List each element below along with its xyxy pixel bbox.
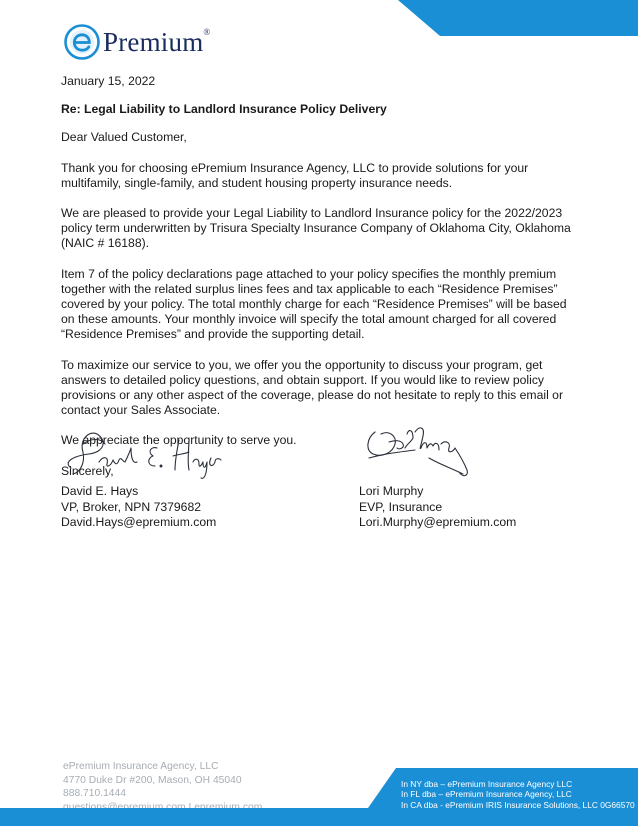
letter-salutation: Dear Valued Customer, [61, 130, 187, 145]
signature-block-murphy [359, 418, 619, 531]
epremium-logo [63, 20, 210, 64]
letter-paragraph: We are pleased to provide your Legal Liability to Landlord Insurance policy for the 2022/2023 policy term underwritten by Trisura Specialty Insurance Company of Oklahoma City, Oklahoma (NAIC # 16188). [61, 206, 571, 251]
signatory-name: Lori Murphy [359, 484, 424, 498]
header-corner-band [398, 0, 638, 36]
footer-dba-line: In CA dba - ePremium IRIS Insurance Solutions, LLC 0G66570 [401, 799, 635, 810]
footer-web[interactable]: questions@epremium.com I epremium.com [63, 801, 263, 813]
letter-paragraph: Item 7 of the policy declarations page attached to your policy specifies the monthly premium together with the related surplus lines fees and tax applicable to each “Residence Premises” covered by your policy. The total monthly charge for each “Residence Premises” will be based on these amounts. Your monthly invoice will specify the total amount charged for all covered “Residence Premises” and provide the supporting detail. [61, 266, 567, 342]
footer-address: 4770 Duke Dr #200, Mason, OH 45040 [63, 774, 242, 786]
letter-closing: Sincerely, [61, 463, 114, 478]
letter-subject: Re: Legal Liability to Landlord Insurance Policy Delivery [61, 102, 387, 117]
footer-dba [401, 779, 635, 810]
letter-paragraph: To maximize our service to you, we offer you the opportunity to discuss your program, get answers to detailed policy questions, and obtain support. If you would like to review policy provisions or any other aspect of the coverage, please do not hesitate to reply to this email or contact your Sales Associate. [61, 357, 564, 418]
signature-image [61, 418, 321, 484]
signature-block-hays [61, 418, 321, 531]
signatory-email[interactable]: Lori.Murphy@epremium.com [359, 515, 517, 529]
signatory-email[interactable]: David.Hays@epremium.com [61, 515, 217, 529]
signature-image [359, 418, 619, 484]
signatory-name: David E. Hays [61, 484, 139, 498]
footer-phone: 888.710.1444 [63, 788, 126, 800]
signatory-title: EVP, Insurance [359, 499, 443, 514]
footer-dba-line: In NY dba – ePremium Insurance Agency LLC [401, 779, 573, 789]
handwritten-signature-icon [359, 418, 489, 484]
footer-contact [63, 760, 262, 814]
letter-paragraph: We appreciate the opportunity to serve you. [61, 433, 297, 448]
epremium-e-icon [63, 23, 101, 61]
letter-date: January 15, 2022 [61, 74, 156, 88]
footer-dba-line: In FL dba – ePremium Insurance Agency, LLC [401, 789, 572, 800]
signatory-title: VP, Broker, NPN 7379682 [61, 499, 202, 514]
letter-paragraph: Thank you for choosing ePremium Insurance Agency, LLC to provide solutions for your multifamily, single-family, and student housing property insurance needs. [61, 160, 529, 190]
handwritten-signature-icon [61, 418, 231, 482]
logo-wordmark: Premium® [103, 26, 211, 57]
footer-company: ePremium Insurance Agency, LLC [63, 761, 219, 772]
